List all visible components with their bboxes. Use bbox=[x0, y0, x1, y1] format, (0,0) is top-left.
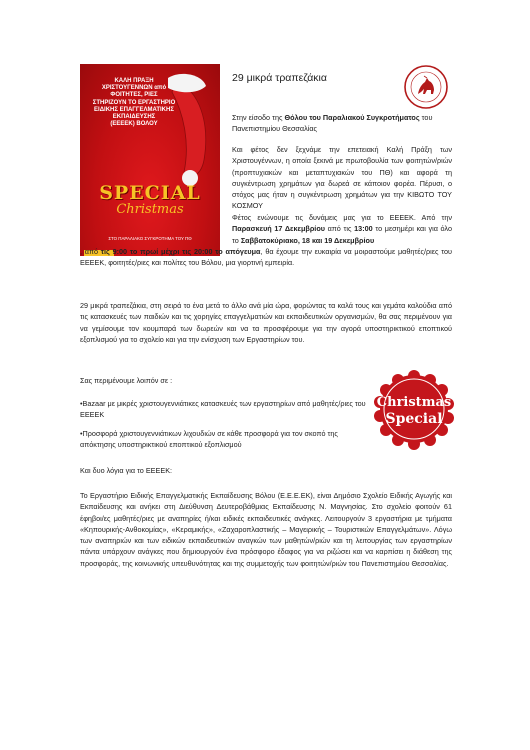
venue-name: Θόλου του Παραλιακού Συγκροτήματος bbox=[284, 113, 420, 122]
schedule-hours: τις 9:00 το πρωί μέχρι τις 20:00 το απόγευμα bbox=[100, 246, 261, 256]
poster-line: ΣΤΗΡΙΖΟΥΝ ΤΟ ΕΡΓΑΣΤΗΡΙΟ bbox=[92, 99, 176, 106]
poster-line: (ΕΕΕΕΚ) ΒΟΛΟΥ bbox=[110, 121, 158, 128]
schedule-paragraph bbox=[80, 212, 452, 268]
awaiting-text: Σας περιμένουμε λοιπόν σε : bbox=[80, 376, 173, 385]
poster-line: ΦΟΙΤΗΤΕΣ, ΡΙΕΣ bbox=[110, 92, 158, 99]
christmas-special-badge bbox=[368, 368, 460, 450]
poster-christmas-script: Christmas bbox=[116, 202, 184, 217]
bullet-bazaar: •Bazaar με μικρές χριστουγεννιάτικες κατασκευές των εργαστηρίων από μαθητές/ριες του ΕΕΕΕΚ bbox=[80, 399, 366, 420]
poster-special-heading: SPECIAL bbox=[99, 182, 201, 204]
schedule-text: από τις bbox=[324, 224, 355, 234]
schedule-text: , από bbox=[80, 246, 101, 256]
page-title: 29 μικρά τραπεζάκια bbox=[232, 72, 327, 84]
schedule-date: Παρασκευή 17 Δεκεμβρίου bbox=[232, 224, 325, 234]
action-paragraph: Και φέτος δεν ξεχνάμε την επετειακή Καλή Πράξη των Χριστουγέννων, η οποία ξεκινά με πρωτοβουλία των φοιτητών/ριών (προπτυχιακών και μεταπτυχιακών του ΠΘ) και αφορά τη συγκέντρωση χρημάτων για δωρεά σε κάποιον φορέα. Πέρυσι, ο στόχος μας ήταν η συγκέντρωση χρημάτων για την ΚΙΒΩΤΟ ΤΟΥ ΚΟΣΜΟΥ bbox=[232, 145, 452, 211]
poster-line: ΕΙΔΙΚΗΣ ΕΠΑΓΓΕΛΜΑΤΙΚΗΣ bbox=[94, 106, 174, 113]
schedule-text: το μεσημέρι και για όλο το bbox=[232, 224, 452, 245]
badge-line-1: Christmas bbox=[376, 395, 452, 410]
poster-text bbox=[86, 78, 182, 128]
few-words-heading: Και δυο λόγια για το ΕΕΕΕΚ: bbox=[80, 466, 173, 475]
schedule-weekend: Σαββατοκύριακο, 18 και 19 Δεκεμβρίου bbox=[240, 235, 375, 245]
schedule-text: Φέτος ενώνουμε τις δυνάμεις μας για το ΕΕΕΕΚ. Από την bbox=[232, 213, 452, 222]
poster-line: ΧΡΙΣΤΟΥΓΕΝΝΩΝ από bbox=[101, 85, 167, 92]
badge-line-2: Special bbox=[385, 411, 443, 427]
poster-line: ΚΑΛΗ ΠΡΑΞΗ bbox=[114, 78, 154, 84]
schedule-text: , θα έχουμε την ευκαιρία να μοιραστούμε μαθητές/ριες του ΕΕΕΕΚ, φοιτητές/ριες και πολίτες του Βόλου, μια γιορτινή εμπειρία. bbox=[80, 246, 452, 268]
about-paragraph: Το Εργαστήριο Ειδικής Επαγγελματικής Εκπαίδευσης Βόλου (Ε.Ε.Ε.ΕΚ), είναι Δημόσιο Σχολείο Ειδικής Αγωγής και Εκπαίδευσης και ανήκει στη Διεύθυνση Δευτεροβάθμιας Εκπαίδευσης Ν. Μαγνησίας. Στο σχολείο φοιτούν 61 έφηβοι/ες μαθητές/ριες με αναπηρίες ή/και ειδικές εκπαιδευτικές ανάγκες. Λειτουργούν 3 εργαστήρια με τμήματα «Κηπουρικής-Ανθοκομίας», «Κεραμικής», «Ζαχαροπλαστικής – Μαγειρικής – Τουριστικών Επαγγελμάτων». Λόγω των αναπηριών και των ειδικών εκπαιδευτικών αναγκών των μαθητών/ριών και τη λειτουργίας των εργαστηρίων πάντα υπάρχουν ανάγκες που δημιουργούν ένα πρόσφορο έδαφος για να ριζώσει και να καρπίσει η διάθεση της προσφοράς, της κοινωνικής υπευθυνότητας και της συμμετοχής των φοιτητών/ριών του Πανεπιστημίου Θεσσαλίας. bbox=[80, 491, 452, 568]
poster-footer: ΣΤΟ ΠΑΡΑΛΙΑΚΟ ΣΥΓΚΡΟΤΗΜΑ ΤΟΥ ΠΘ bbox=[108, 236, 192, 241]
bullet-treats: •Προσφορά χριστουγεννιάτικων λιχουδιών σε κάθε προσφορά για τον σκοπό της απόκτησης υποστηρικτικού εποπτικού εξοπλισμού bbox=[80, 429, 338, 450]
poster-line: ΕΚΠΑΙΔΕΥΣΗΣ bbox=[112, 114, 156, 121]
university-seal-icon bbox=[403, 64, 449, 110]
intro-text: του Πανεπιστημίου Θεσσαλίας bbox=[232, 113, 433, 134]
intro-paragraph bbox=[232, 112, 452, 135]
tables-paragraph: 29 μικρά τραπεζάκια, στη σειρά το ένα μετά το άλλο ανά μία ώρα, φορώντας τα καλά τους και γεμάτα καλούδια από τις κατασκευές των παιδιών και τις χορηγίες επαγγελματιών και εκπαιδευτικών οργανισμών, θα σας περιμένουν για να γεμίσουμε τον κουμπαρά των δωρεών και να τα προσφέρουμε για την αγορά υποστηρικτικού εποπτικού εξοπλισμού για το σχολείο και για την ενίσχυση των Εργαστηρίων του. bbox=[80, 301, 452, 344]
intro-text: Στην είσοδο της bbox=[232, 113, 285, 122]
schedule-time: 13:00 bbox=[354, 224, 373, 234]
